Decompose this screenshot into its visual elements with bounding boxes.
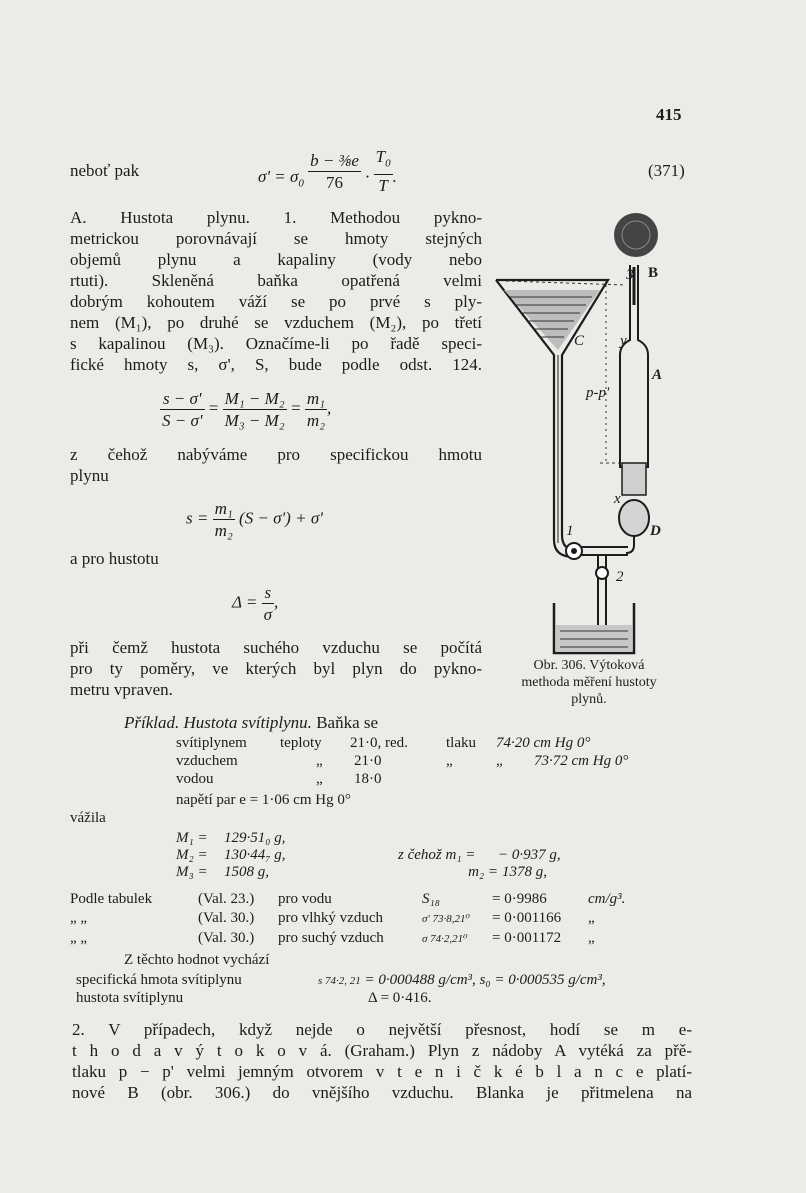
mass-row: M₂ = 130·44₇ g, — [176, 847, 286, 863]
section-a-line: fické hmoty s, σ', S, bude podle odst. 124. — [70, 355, 482, 374]
eq-fraction — [308, 150, 361, 193]
text-line: z čehož nabýváme pro specifickou hmotu — [70, 445, 482, 464]
equation-number: (371) — [648, 161, 685, 180]
vychazi-label: Z těchto hodnot vychází — [124, 952, 270, 968]
figure-label: 3 — [626, 267, 634, 283]
example-row: vodou „ 18·0 — [176, 771, 382, 787]
section-a-line: metrickou porovnávají se hmoty stejných — [70, 229, 482, 248]
text-line: při čemž hustota suchého vzduchu se počítá — [70, 638, 482, 657]
figure-caption: Obr. 306. Výtoková methoda měření hustoty plynů. — [521, 658, 657, 707]
bulb-d — [619, 500, 649, 536]
section-a-line: A. Hustota plynu. 1. Methodou pykno- — [70, 208, 482, 227]
section-2-line: t h o d a v ý t o k o v á. (Graham.) Plyn z nádoby A vytéká za přě- — [72, 1041, 692, 1060]
example-title: Příklad. Hustota svítiplynu. Baňka se — [124, 713, 379, 732]
text-dry-air — [70, 637, 482, 700]
figure-label: 2 — [616, 569, 624, 585]
figure-306 — [488, 205, 698, 665]
eq-t-den: T — [378, 176, 388, 196]
section-2-line: nové B (obr. 306.) do vnějšího vzduchu. Blanka je přitmelena na — [72, 1083, 692, 1102]
figure-label: D — [650, 523, 661, 539]
example-row: vzduchem „ 21·0 „ „ 73·72 cm Hg 0° — [176, 753, 629, 769]
eq-num: b − ⅜e — [310, 150, 359, 170]
section-a-line: objemů plynu a kapaliny (vody nebo — [70, 250, 482, 269]
text-specific-mass — [70, 444, 482, 486]
eqs-fraction: $\frac{\text{m₁}}{\text{m₂}}$ — [214, 499, 233, 540]
eq-t-num: $T_0$ — [374, 146, 393, 175]
figure-label: 1 — [566, 523, 574, 539]
density-equation: Δ = $\frac{s}{\sigma}$ , — [232, 583, 279, 624]
section-a-line: rtuti). Skleněná baňka opatřená velmi — [70, 271, 482, 290]
equation-lead: neboť pak — [70, 161, 140, 180]
eq-lhs: σ' = σ — [258, 167, 299, 187]
figure-label: y — [620, 333, 627, 349]
section-2-paragraph — [72, 1019, 692, 1103]
section-a-line: nem (M₁), po druhé se vzduchem (M₂), po třetí — [70, 313, 482, 332]
mass-row: M₃ = 1508 g, — [176, 864, 269, 880]
ball-icon — [614, 213, 658, 257]
table-row: „ „ (Val. 30.) pro suchý vzduch σ 74·2,21⁰ = 0·001172 „ — [70, 930, 595, 946]
specific-mass-equation: s = $\frac{\text{m₁}}{\text{m₂}}$ (S − σ') + σ' — [186, 499, 323, 540]
figure-label: C — [574, 333, 585, 349]
mass-list — [176, 830, 285, 881]
table-values — [70, 890, 625, 949]
text-line: metru vpraven. — [70, 680, 173, 699]
figure-label: x — [614, 491, 621, 507]
section-a-line: s kapalinou (M₃). Označíme-li po řadě speci- — [70, 334, 482, 353]
ratio-f3: $\frac{\text{m₁}}{\text{m₂}}$ — [306, 389, 325, 430]
result-row: m₂ = 1378 g, — [468, 864, 547, 880]
table-row: „ „ (Val. 30.) pro vlhký vzduch σ' 73·8,21⁰ = 0·001166 „ — [70, 910, 595, 926]
valve-2 — [596, 567, 608, 579]
vazila-label: vážila — [70, 810, 106, 826]
ratio-f2: $\frac{\text{M₁ − M₂}}{\text{M₃ − M₂}}$ — [224, 389, 285, 430]
section-a-paragraph — [70, 207, 482, 375]
specific-mass-row: specifická hmota svítiplynu s 74·2, 21 = 0·000488 g/cm³, s₀ = 0·000535 g/cm³, — [76, 972, 606, 988]
figure-label: A — [652, 367, 663, 383]
text-density: a pro hustotu — [70, 549, 159, 568]
result-row: z čehož m₁ = − 0·937 g, — [398, 847, 561, 863]
eq-lhs-sub: 0 — [298, 177, 304, 190]
table-row: Podle tabulek (Val. 23.) pro vodu S₁₈ = 0·9986 cm/g³. — [70, 891, 626, 907]
eq-mul: · — [365, 167, 370, 187]
eq-t-fraction — [374, 146, 393, 196]
equation-371 — [258, 147, 397, 196]
eq-den: 76 — [326, 172, 344, 192]
text-line: plynu — [70, 466, 109, 485]
figure-label: B — [648, 265, 659, 281]
mass-row: M₁ = 129·51₀ g, — [176, 830, 286, 846]
page-number: 415 — [656, 105, 682, 124]
text-line: pro ty poměry, ve kterých byl plyn do pykno- — [70, 659, 482, 678]
delta-fraction: $\frac{s}{\sigma}$ — [263, 583, 273, 624]
figure-label: p-p' — [586, 385, 610, 401]
eq-dot: . — [392, 167, 397, 187]
section-2-line: tlaku p − p' velmi jemným otvorem v t e n i č k é b l a n c e platí- — [72, 1062, 692, 1081]
section-a-line: dobrým kohoutem váží se po prvé s ply- — [70, 292, 482, 311]
ratio-f1: $\frac{s - \sigma'}{S - \sigma'}$ — [162, 389, 203, 430]
vapor-pressure: napětí par e = 1·06 cm Hg 0° — [176, 792, 351, 808]
density-row: hustota svítiplynu Δ = 0·416. — [76, 990, 432, 1006]
section-2-line: 2. V případech, když nejde o největší přesnost, hodí se m e- — [72, 1020, 692, 1039]
example-row: svítiplynem teploty 21·0, red. tlaku 74·20 cm Hg 0° — [176, 735, 591, 751]
result-list — [398, 847, 561, 881]
ratio-equation: $\frac{s - \sigma'}{S - \sigma'}$ = $\frac{\text{M₁ − M₂}}{\text{M₃ − M₂}}$ = $\frac{\text{m₁}}{\text{m₂}}$ , — [162, 389, 332, 430]
